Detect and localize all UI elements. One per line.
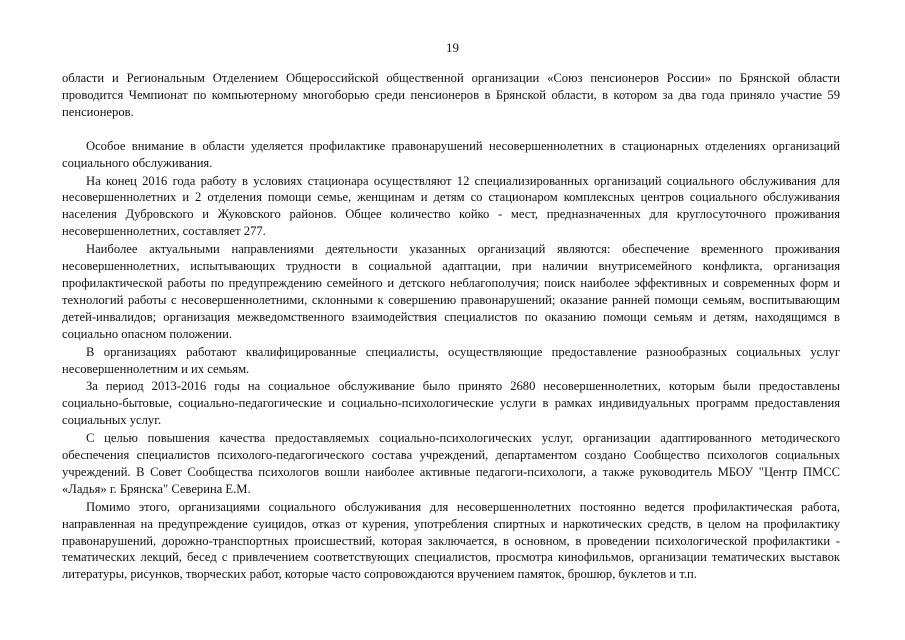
- document-body: [62, 70, 840, 583]
- paragraph-prevention-focus: Особое внимание в области уделяется профилактике правонарушений несовершеннолетних в стационарных отделениях организаций социального обслуживания.: [62, 138, 840, 170]
- page-number: 19: [446, 40, 459, 55]
- paragraph-period-statistics: За период 2013-2016 годы на социальное обслуживание было принято 2680 несовершеннолетних, которым были предоставлены социально-бытовые, социально-педагогические и социально-психологические услуги в рамках индивидуальных программ предоставления социальных услуг.: [62, 379, 840, 428]
- paragraph-psychologists-community: С целью повышения качества предоставляемых социально-психологических услуг, организации адаптированного методического обеспечения специалистов психолого-педагогического состава учреждений, департаментом создано Сообщество психологов социальных учреждений. В Совет Сообщества психологов вошли наиболее активные педагоги-психологи, а также руководитель МБОУ "Центр ПМСС «Ладья» г. Брянска" Северина Е.М.: [62, 431, 840, 496]
- paragraph-championship: области и Региональным Отделением Общероссийской общественной организации «Союз пенсионеров России» по Брянской области проводится Чемпионат по компьютерному многоборью среди пенсионеров в Брянской области, в котором за два года приняло участие 59 пенсионеров.: [62, 71, 840, 119]
- paragraph-preventive-work: Помимо этого, организациями социального обслуживания для несовершеннолетних постоянно ведется профилактическая работа, направленная на предупреждение суицидов, отказ от курения, употребления спиртных и наркотических средств, в целом на профилактику правонарушений, дорожно-транспортных происшествий, которая заключается, в основном, в проведении психологической профилактики - тематических лекций, бесед с привлечением соответствующих специалистов, просмотра кинофильмов, организации тематических выставок литературы, рисунков, творческих работ, которые часто сопровождаются вручением памяток, брошюр, буклетов и т.п.: [62, 499, 840, 582]
- paragraph-inpatient-organizations: На конец 2016 года работу в условиях стационара осуществляют 12 специализированных организаций социального обслуживания для несовершеннолетних и 2 отделения помощи семье, женщинам и детям со стационаром комплексных центров социального обслуживания населения Дубровского и Жуковского районов. Общее количество койко - мест, предназначенных для круглосуточного проживания несовершеннолетних, составляет 277.: [62, 173, 840, 239]
- paragraph-specialists: В организациях работают квалифицированные специалисты, осуществляющие предоставление разнообразных социальных услуг несовершеннолетним и их семьям.: [62, 344, 840, 376]
- paragraph-activity-directions: Наиболее актуальными направлениями деятельности указанных организаций являются: обеспечение временного проживания несовершеннолетних, испытывающих трудности в социальной адаптации, при наличии внутрисемейного конфликта, организация профилактической работы по предупреждению семейного и детского неблагополучия; поиск наиболее эффективных и современных форм и технологий работы с несовершеннолетними, склонными к совершению правонарушений; оказание ранней помощи семьям, воспитывающим детей-инвалидов; организация межведомственного взаимодействия специалистов по оказанию помощи семьям и детям, находящимся в социально опасном положении.: [62, 242, 840, 341]
